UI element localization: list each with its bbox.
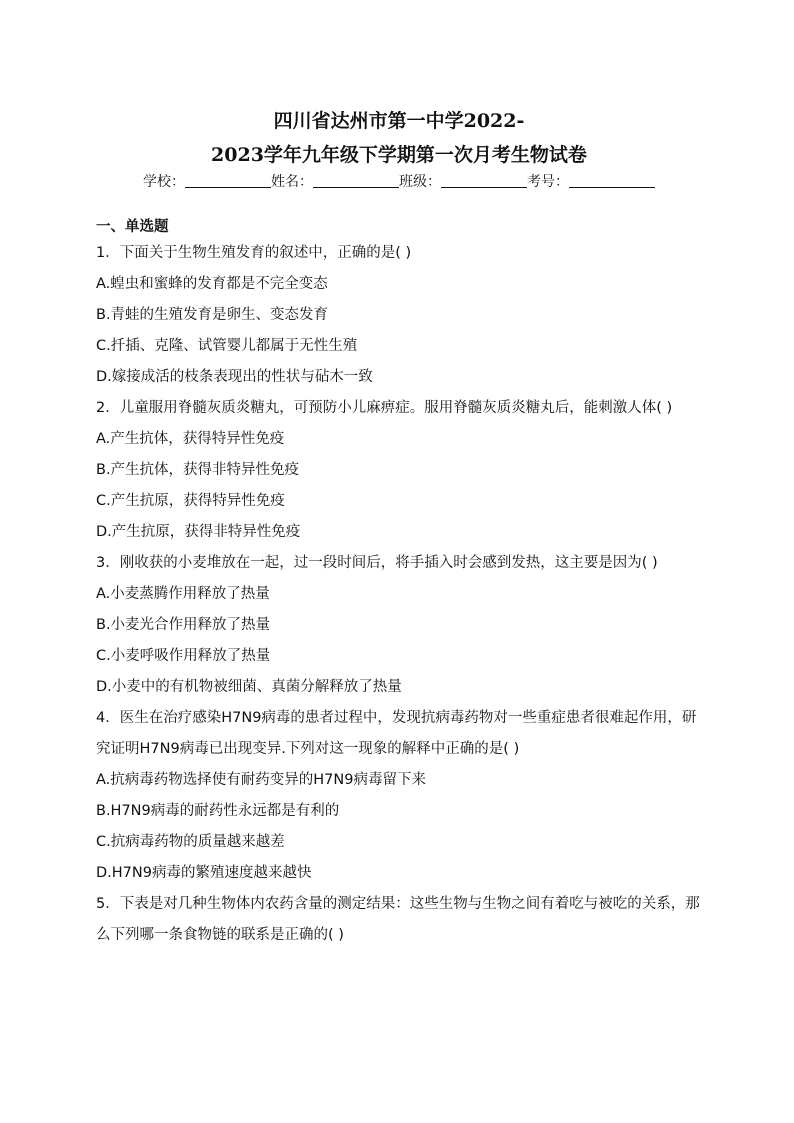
question-option: C.扦插、克隆、试管婴儿都属于无性生殖 — [96, 338, 358, 354]
student-info-line — [96, 172, 702, 192]
question-option: C.产生抗原，获得特异性免疫 — [96, 493, 285, 509]
question-option: D.嫁接成活的枝条表现出的性状与砧木一致 — [96, 369, 373, 385]
number-label: 考号： — [527, 174, 569, 190]
question-option: B.H7N9病毒的耐药性永远都是有利的 — [96, 803, 340, 819]
question-stem: 2．儿童服用脊髓灰质炎糖丸，可预防小儿麻痹症。服用脊髓灰质炎糖丸后，能刺激人体( ) — [96, 400, 673, 416]
school-label: 学校： — [143, 174, 185, 190]
question-option: B.小麦光合作用释放了热量 — [96, 617, 271, 633]
section-heading-single-choice: 一、单选题 — [96, 219, 169, 235]
question-option: A.蝗虫和蜜蜂的发育都是不完全变态 — [96, 276, 328, 292]
question-stem: 4．医生在治疗感染H7N9病毒的患者过程中，发现抗病毒药物对一些重症患者很难起作用，研究证明H7N9病毒已出现变异.下列对这一现象的解释中正确的是( ) — [96, 710, 697, 757]
number-blank[interactable] — [569, 173, 655, 188]
question-option: D.H7N9病毒的繁殖速度越来越快 — [96, 865, 312, 881]
exam-title-line1: 四川省达州市第一中学2022- — [273, 110, 525, 132]
question-option: B.青蛙的生殖发育是卵生、变态发育 — [96, 307, 329, 323]
class-blank[interactable] — [441, 173, 527, 188]
name-blank[interactable] — [313, 173, 399, 188]
school-blank[interactable] — [185, 173, 271, 188]
question-stem: 3．刚收获的小麦堆放在一起，过一段时间后，将手插入时会感到发热，这主要是因为( ) — [96, 555, 658, 571]
question-stem: 1．下面关于生物生殖发育的叙述中，正确的是( ) — [96, 245, 412, 261]
name-label: 姓名： — [271, 174, 313, 190]
question-option: C.抗病毒药物的质量越来越差 — [96, 834, 285, 850]
question-list — [96, 238, 702, 951]
question-stem: 5．下表是对几种生物体内农药含量的测定结果：这些生物与生物之间有着吃与被吃的关系，那么下列哪一条食物链的联系是正确的( ) — [96, 896, 700, 943]
question-option: A.产生抗体，获得特异性免疫 — [96, 431, 285, 447]
question-option: A.小麦蒸腾作用释放了热量 — [96, 586, 270, 602]
question-option: C.小麦呼吸作用释放了热量 — [96, 648, 271, 664]
question-option: A.抗病毒药物选择使有耐药变异的H7N9病毒留下来 — [96, 772, 426, 788]
question-option: D.小麦中的有机物被细菌、真菌分解释放了热量 — [96, 679, 402, 695]
class-label: 班级： — [399, 174, 441, 190]
question-option: D.产生抗原，获得非特异性免疫 — [96, 524, 301, 540]
exam-title-line2: 2023学年九年级下学期第一次月考生物试卷 — [211, 144, 587, 166]
question-option: B.产生抗体，获得非特异性免疫 — [96, 462, 300, 478]
